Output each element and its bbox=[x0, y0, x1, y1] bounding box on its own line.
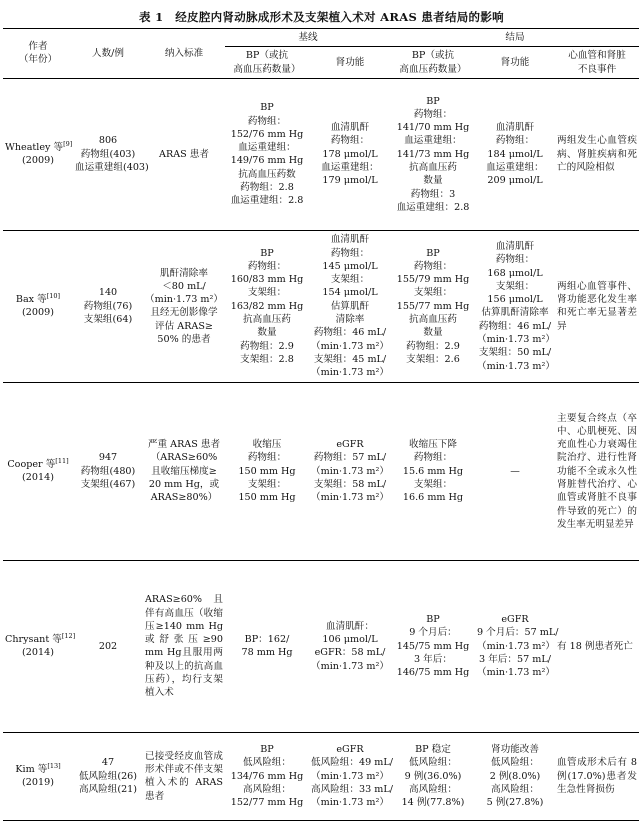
header-outcome-bp: BP（或抗 高血压药数量） bbox=[391, 47, 475, 79]
header-author: 作者 （年份） bbox=[3, 29, 73, 79]
baseline-renal-cell: 血清肌酐 药物组： 178 μmol/L 血运重建组： 179 μmol/L bbox=[309, 78, 391, 230]
author-cell: Cooper 等[11] (2014) bbox=[3, 382, 73, 560]
reference-number: [11] bbox=[55, 456, 69, 465]
table-row bbox=[3, 560, 639, 732]
count-cell: 47 低风险组(26) 高风险组(21) bbox=[73, 732, 143, 820]
events-cell: 两组发生心血管疾病、肾脏疾病和死亡的风险相似 bbox=[555, 78, 639, 230]
author-cell: Bax 等[10] (2009) bbox=[3, 230, 73, 382]
header-outcome: 结局 bbox=[391, 29, 639, 47]
outcome-renal-cell: — bbox=[475, 382, 555, 560]
table-row bbox=[3, 732, 639, 820]
outcome-bp-cell: BP 药物组： 155/79 mm Hg 支架组： 155/77 mm Hg 抗高血压药 数量 药物组：2.9 支架组：2.6 bbox=[391, 230, 475, 382]
table-row bbox=[3, 78, 639, 230]
baseline-bp-cell: 收缩压 药物组： 150 mm Hg 支架组： 150 mm Hg bbox=[225, 382, 309, 560]
reference-number: [9] bbox=[63, 139, 73, 148]
criteria-cell: 严重 ARAS 患者 （ARAS≥60% 且收缩压梯度≥ 20 mm Hg，或 ARAS≥80%） bbox=[143, 382, 225, 560]
results-table bbox=[3, 28, 639, 821]
outcome-bp-cell: BP 9 个月后： 145/75 mm Hg 3 年后： 146/75 mm Hg bbox=[391, 560, 475, 732]
count-cell: 140 药物组(76) 支架组(64) bbox=[73, 230, 143, 382]
header-outcome-renal: 肾功能 bbox=[475, 47, 555, 79]
criteria-cell: 已接受经皮血管成形术伴或不伴支架植入术的 ARAS 患者 bbox=[143, 732, 225, 820]
baseline-renal-cell: 血清肌酐 药物组： 145 μmol/L 支架组： 154 μmol/L 估算肌酐 清除率 药物组：46 mL/ （min·1.73 m²） 支架组：45 mL/ （min·1.73 m²） bbox=[309, 230, 391, 382]
header-criteria: 纳入标准 bbox=[143, 29, 225, 79]
header-baseline: 基线 bbox=[225, 29, 391, 47]
baseline-bp-cell: BP 药物组： 152/76 mm Hg 血运重建组： 149/76 mm Hg 抗高血压药数 药物组：2.8 血运重建组：2.8 bbox=[225, 78, 309, 230]
events-cell: 主要复合终点（卒中、心肌梗死、因充血性心力衰竭住院治疗、进行性肾功能不全或永久性肾脏替代治疗、心血管或肾脏不良事件导致的死亡）的发生率无明显差异 bbox=[555, 382, 639, 560]
outcome-renal-cell: 血清肌酐 药物组： 184 μmol/L 血运重建组： 209 μmol/L bbox=[475, 78, 555, 230]
table-row bbox=[3, 382, 639, 560]
count-cell: 202 bbox=[73, 560, 143, 732]
events-cell: 两组心血管事件、肾功能恶化发生率和死亡率无显著差异 bbox=[555, 230, 639, 382]
outcome-renal-cell: eGFR 9 个月后：57 mL/ （min·1.73 m²） 3 年后：57 mL/ （min·1.73 m²） bbox=[475, 560, 555, 732]
author-cell: Wheatley 等[9] (2009) bbox=[3, 78, 73, 230]
outcome-renal-cell: 肾功能改善 低风险组： 2 例(8.0%) 高风险组： 5 例(27.8%) bbox=[475, 732, 555, 820]
header-events: 心血管和肾脏 不良事件 bbox=[555, 47, 639, 79]
baseline-bp-cell: BP：162/ 78 mm Hg bbox=[225, 560, 309, 732]
header-baseline-renal: 肾功能 bbox=[309, 47, 391, 79]
reference-number: [10] bbox=[46, 291, 61, 300]
count-cell: 947 药物组(480) 支架组(467) bbox=[73, 382, 143, 560]
criteria-cell: 肌酐清除率 ＜80 mL/ （min·1.73 m²） 且经无创影像学 评估 ARAS≥ 50% 的患者 bbox=[143, 230, 225, 382]
table-title: 表 1 经皮腔内肾动脉成形术及支架植入术对 ARAS 患者结局的影响 bbox=[139, 10, 504, 24]
criteria-cell: ARAS≥60% 且伴有高血压（收缩压≥140 mm Hg 或舒张压≥90 mm Hg且服用两种及以上的抗高血压药），均行支架植入术 bbox=[143, 560, 225, 732]
outcome-bp-cell: BP 稳定 低风险组： 9 例(36.0%) 高风险组： 14 例(77.8%) bbox=[391, 732, 475, 820]
criteria-cell: ARAS 患者 bbox=[143, 78, 225, 230]
baseline-renal-cell: eGFR 低风险组：49 mL/ （min·1.73 m²） 高风险组：33 mL/ （min·1.73 m²） bbox=[309, 732, 391, 820]
reference-number: [12] bbox=[61, 631, 76, 640]
outcome-renal-cell: 血清肌酐 药物组： 168 μmol/L 支架组： 156 μmol/L 估算肌酐清除率 药物组：46 mL/ （min·1.73 m²） 支架组：50 mL/ （min·1.73 m²） bbox=[475, 230, 555, 382]
author-cell: Kim 等[13] (2019) bbox=[3, 732, 73, 820]
header-count: 人数/例 bbox=[73, 29, 143, 79]
author-cell: Chrysant 等[12] (2014) bbox=[3, 560, 73, 732]
events-cell: 有 18 例患者死亡 bbox=[555, 560, 639, 732]
events-cell: 血管成形术后有 8 例(17.0%)患者发生急性肾损伤 bbox=[555, 732, 639, 820]
baseline-renal-cell: eGFR 药物组：57 mL/ （min·1.73 m²） 支架组：58 mL/ （min·1.73 m²） bbox=[309, 382, 391, 560]
table-row bbox=[3, 230, 639, 382]
header-baseline-bp: BP（或抗 高血压药数量） bbox=[225, 47, 309, 79]
count-cell: 806 药物组(403) 血运重建组(403) bbox=[73, 78, 143, 230]
outcome-bp-cell: 收缩压下降 药物组： 15.6 mm Hg 支架组： 16.6 mm Hg bbox=[391, 382, 475, 560]
reference-number: [13] bbox=[47, 761, 61, 770]
baseline-bp-cell: BP 低风险组： 134/76 mm Hg 高风险组： 152/77 mm Hg bbox=[225, 732, 309, 820]
baseline-renal-cell: 血清肌酐： 106 μmol/L eGFR：58 mL/ （min·1.73 m²） bbox=[309, 560, 391, 732]
baseline-bp-cell: BP 药物组： 160/83 mm Hg 支架组： 163/82 mm Hg 抗高血压药 数量 药物组：2.9 支架组：2.8 bbox=[225, 230, 309, 382]
outcome-bp-cell: BP 药物组： 141/70 mm Hg 血运重建组： 141/73 mm Hg 抗高血压药 数量 药物组：3 血运重建组：2.8 bbox=[391, 78, 475, 230]
